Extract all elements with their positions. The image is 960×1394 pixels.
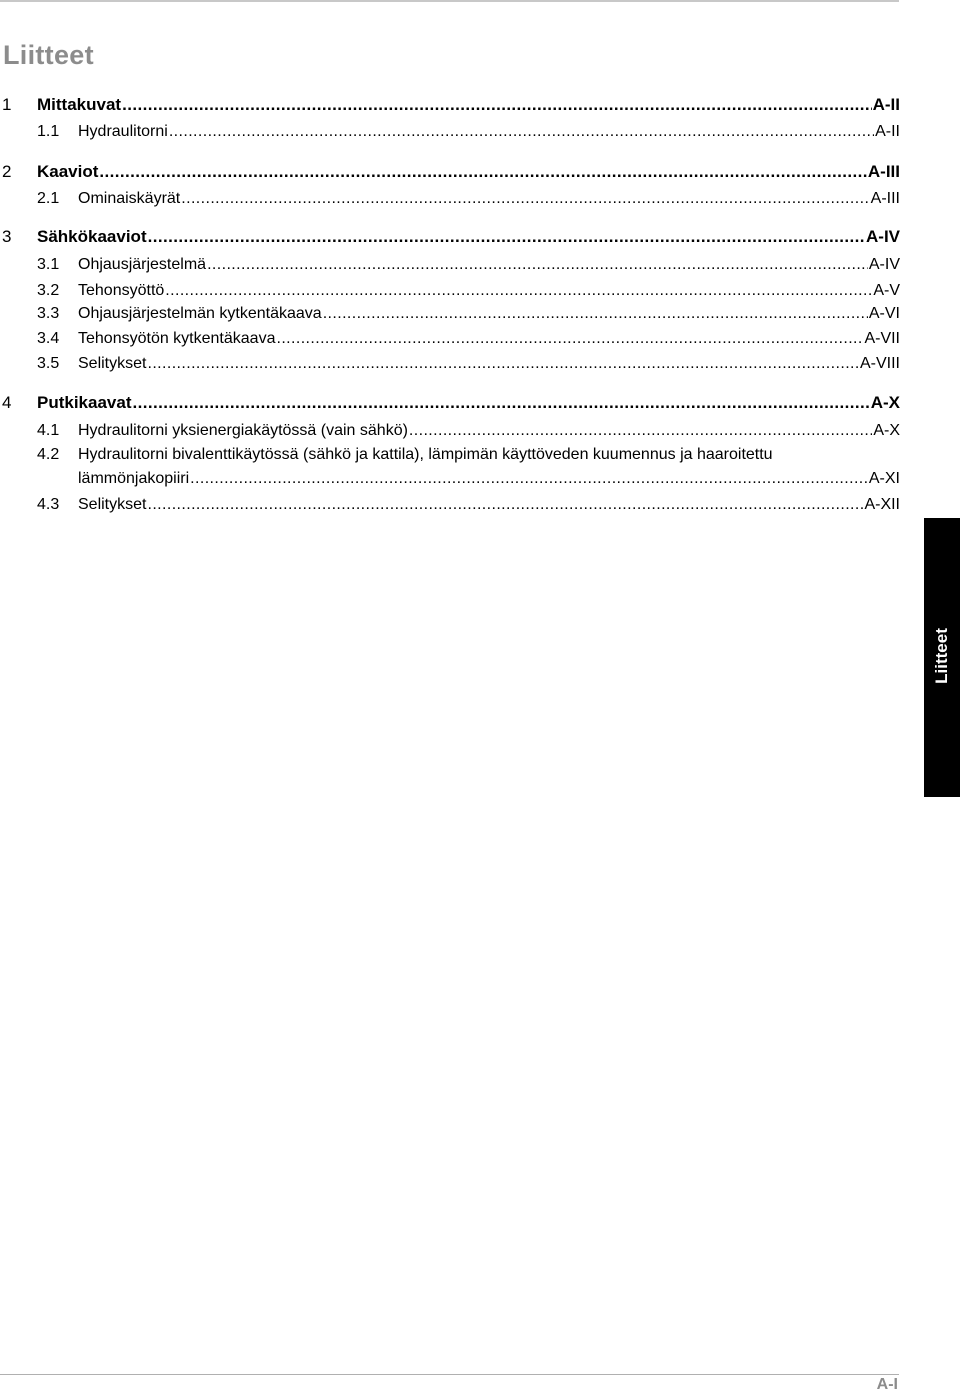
toc-entry-3-5[interactable] bbox=[0, 353, 900, 375]
toc-entry-number: 4 bbox=[2, 393, 12, 412]
dot-leader bbox=[323, 303, 868, 325]
toc-entry-3-3[interactable] bbox=[0, 303, 900, 325]
toc-entry-number: 3.2 bbox=[37, 282, 60, 299]
toc-entry-1-1[interactable] bbox=[0, 121, 900, 143]
page-number: A-I bbox=[876, 1376, 898, 1393]
page-title: Liitteet bbox=[3, 40, 94, 70]
toc-entry-page: A-V bbox=[873, 282, 900, 299]
toc-entry-number: 1.1 bbox=[37, 123, 60, 140]
toc-entry-title: Ominaiskäyrät bbox=[78, 190, 181, 207]
toc-entry-page: A-X bbox=[873, 422, 900, 439]
dot-leader bbox=[181, 188, 869, 210]
toc-entry-4-1[interactable] bbox=[0, 420, 900, 442]
toc-entry-number: 4.1 bbox=[37, 422, 60, 439]
toc-entry-title: Kaaviot bbox=[37, 162, 99, 181]
dot-leader bbox=[133, 392, 870, 414]
side-tab bbox=[924, 518, 960, 797]
toc-entry-title-line-1: Hydraulitorni bivalenttikäytössä (sähkö ja kattila), lämpimän käyttöveden kuumennus ja haaroitettu bbox=[78, 446, 773, 463]
toc-entry-page: A-VI bbox=[868, 305, 900, 322]
toc-entry-title: Selitykset bbox=[78, 496, 147, 513]
toc-entry-title: Putkikaavat bbox=[37, 393, 132, 412]
toc-entry-title-line-2: lämmönjakopiiri bbox=[78, 470, 190, 487]
toc-entry-number: 3.3 bbox=[37, 305, 60, 322]
dot-leader bbox=[409, 420, 872, 442]
toc-entry-page: A-VIII bbox=[859, 355, 900, 372]
toc-entry-4-2-continued[interactable] bbox=[0, 468, 900, 490]
dot-leader bbox=[148, 226, 865, 248]
top-rule bbox=[0, 0, 899, 2]
toc-entry-title: Hydraulitorni yksienergiakäytössä (vain sähkö) bbox=[78, 422, 408, 439]
toc-entry-number: 3.5 bbox=[37, 355, 60, 372]
toc-entry-title: Mittakuvat bbox=[37, 95, 122, 114]
toc-entry-number: 2.1 bbox=[37, 190, 60, 207]
dot-leader bbox=[190, 468, 868, 490]
toc-entry-title: Ohjausjärjestelmä bbox=[78, 256, 207, 273]
toc-entry-1[interactable] bbox=[0, 94, 900, 116]
toc-entry-2[interactable] bbox=[0, 161, 900, 183]
toc-entry-page: A-II bbox=[875, 123, 900, 140]
toc-entry-page: A-III bbox=[870, 190, 900, 207]
dot-leader bbox=[99, 161, 866, 183]
toc-entry-page: A-III bbox=[867, 162, 900, 181]
toc-entry-title: Hydraulitorni bbox=[78, 123, 168, 140]
toc-entry-page: A-XII bbox=[864, 496, 900, 513]
dot-leader bbox=[207, 254, 868, 276]
toc-entry-4[interactable] bbox=[0, 392, 900, 414]
toc-entry-number: 4.3 bbox=[37, 496, 60, 513]
toc-entry-page: A-XI bbox=[868, 470, 900, 487]
dot-leader bbox=[147, 494, 863, 516]
toc-entry-title: Sähkökaaviot bbox=[37, 227, 147, 246]
toc-entry-title: Tehonsyöttö bbox=[78, 282, 165, 299]
toc-entry-3[interactable] bbox=[0, 226, 900, 248]
toc-entry-2-1[interactable] bbox=[0, 188, 900, 210]
toc-entry-4-3[interactable] bbox=[0, 494, 900, 516]
dot-leader bbox=[165, 280, 872, 302]
toc-entry-3-1[interactable] bbox=[0, 254, 900, 276]
toc-entry-page: A-X bbox=[870, 393, 900, 412]
toc-entry-number: 3.4 bbox=[37, 330, 60, 347]
toc-entry-page: A-VII bbox=[864, 330, 900, 347]
toc-entry-title: Ohjausjärjestelmän kytkentäkaava bbox=[78, 305, 322, 322]
toc-entry-number: 3 bbox=[2, 227, 12, 246]
toc-entry-number: 1 bbox=[2, 95, 12, 114]
toc-entry-3-2[interactable] bbox=[0, 280, 900, 302]
toc-entry-page: A-II bbox=[872, 95, 900, 114]
toc-entry-title: Tehonsyötön kytkentäkaava bbox=[78, 330, 276, 347]
toc-entry-page: A-IV bbox=[868, 256, 900, 273]
toc-entry-number: 4.2 bbox=[37, 446, 60, 463]
dot-leader bbox=[276, 328, 863, 350]
toc-entry-page: A-IV bbox=[866, 227, 900, 246]
side-tab-label: Liitteet bbox=[932, 628, 951, 684]
toc-entry-4-2[interactable] bbox=[0, 444, 900, 466]
toc-entry-3-4[interactable] bbox=[0, 328, 900, 350]
dot-leader bbox=[147, 353, 859, 375]
toc-entry-number: 3.1 bbox=[37, 256, 60, 273]
dot-leader bbox=[122, 94, 872, 116]
toc-entry-title: Selitykset bbox=[78, 355, 147, 372]
dot-leader bbox=[169, 121, 874, 143]
toc-entry-number: 2 bbox=[2, 162, 12, 181]
bottom-rule bbox=[0, 1374, 899, 1375]
